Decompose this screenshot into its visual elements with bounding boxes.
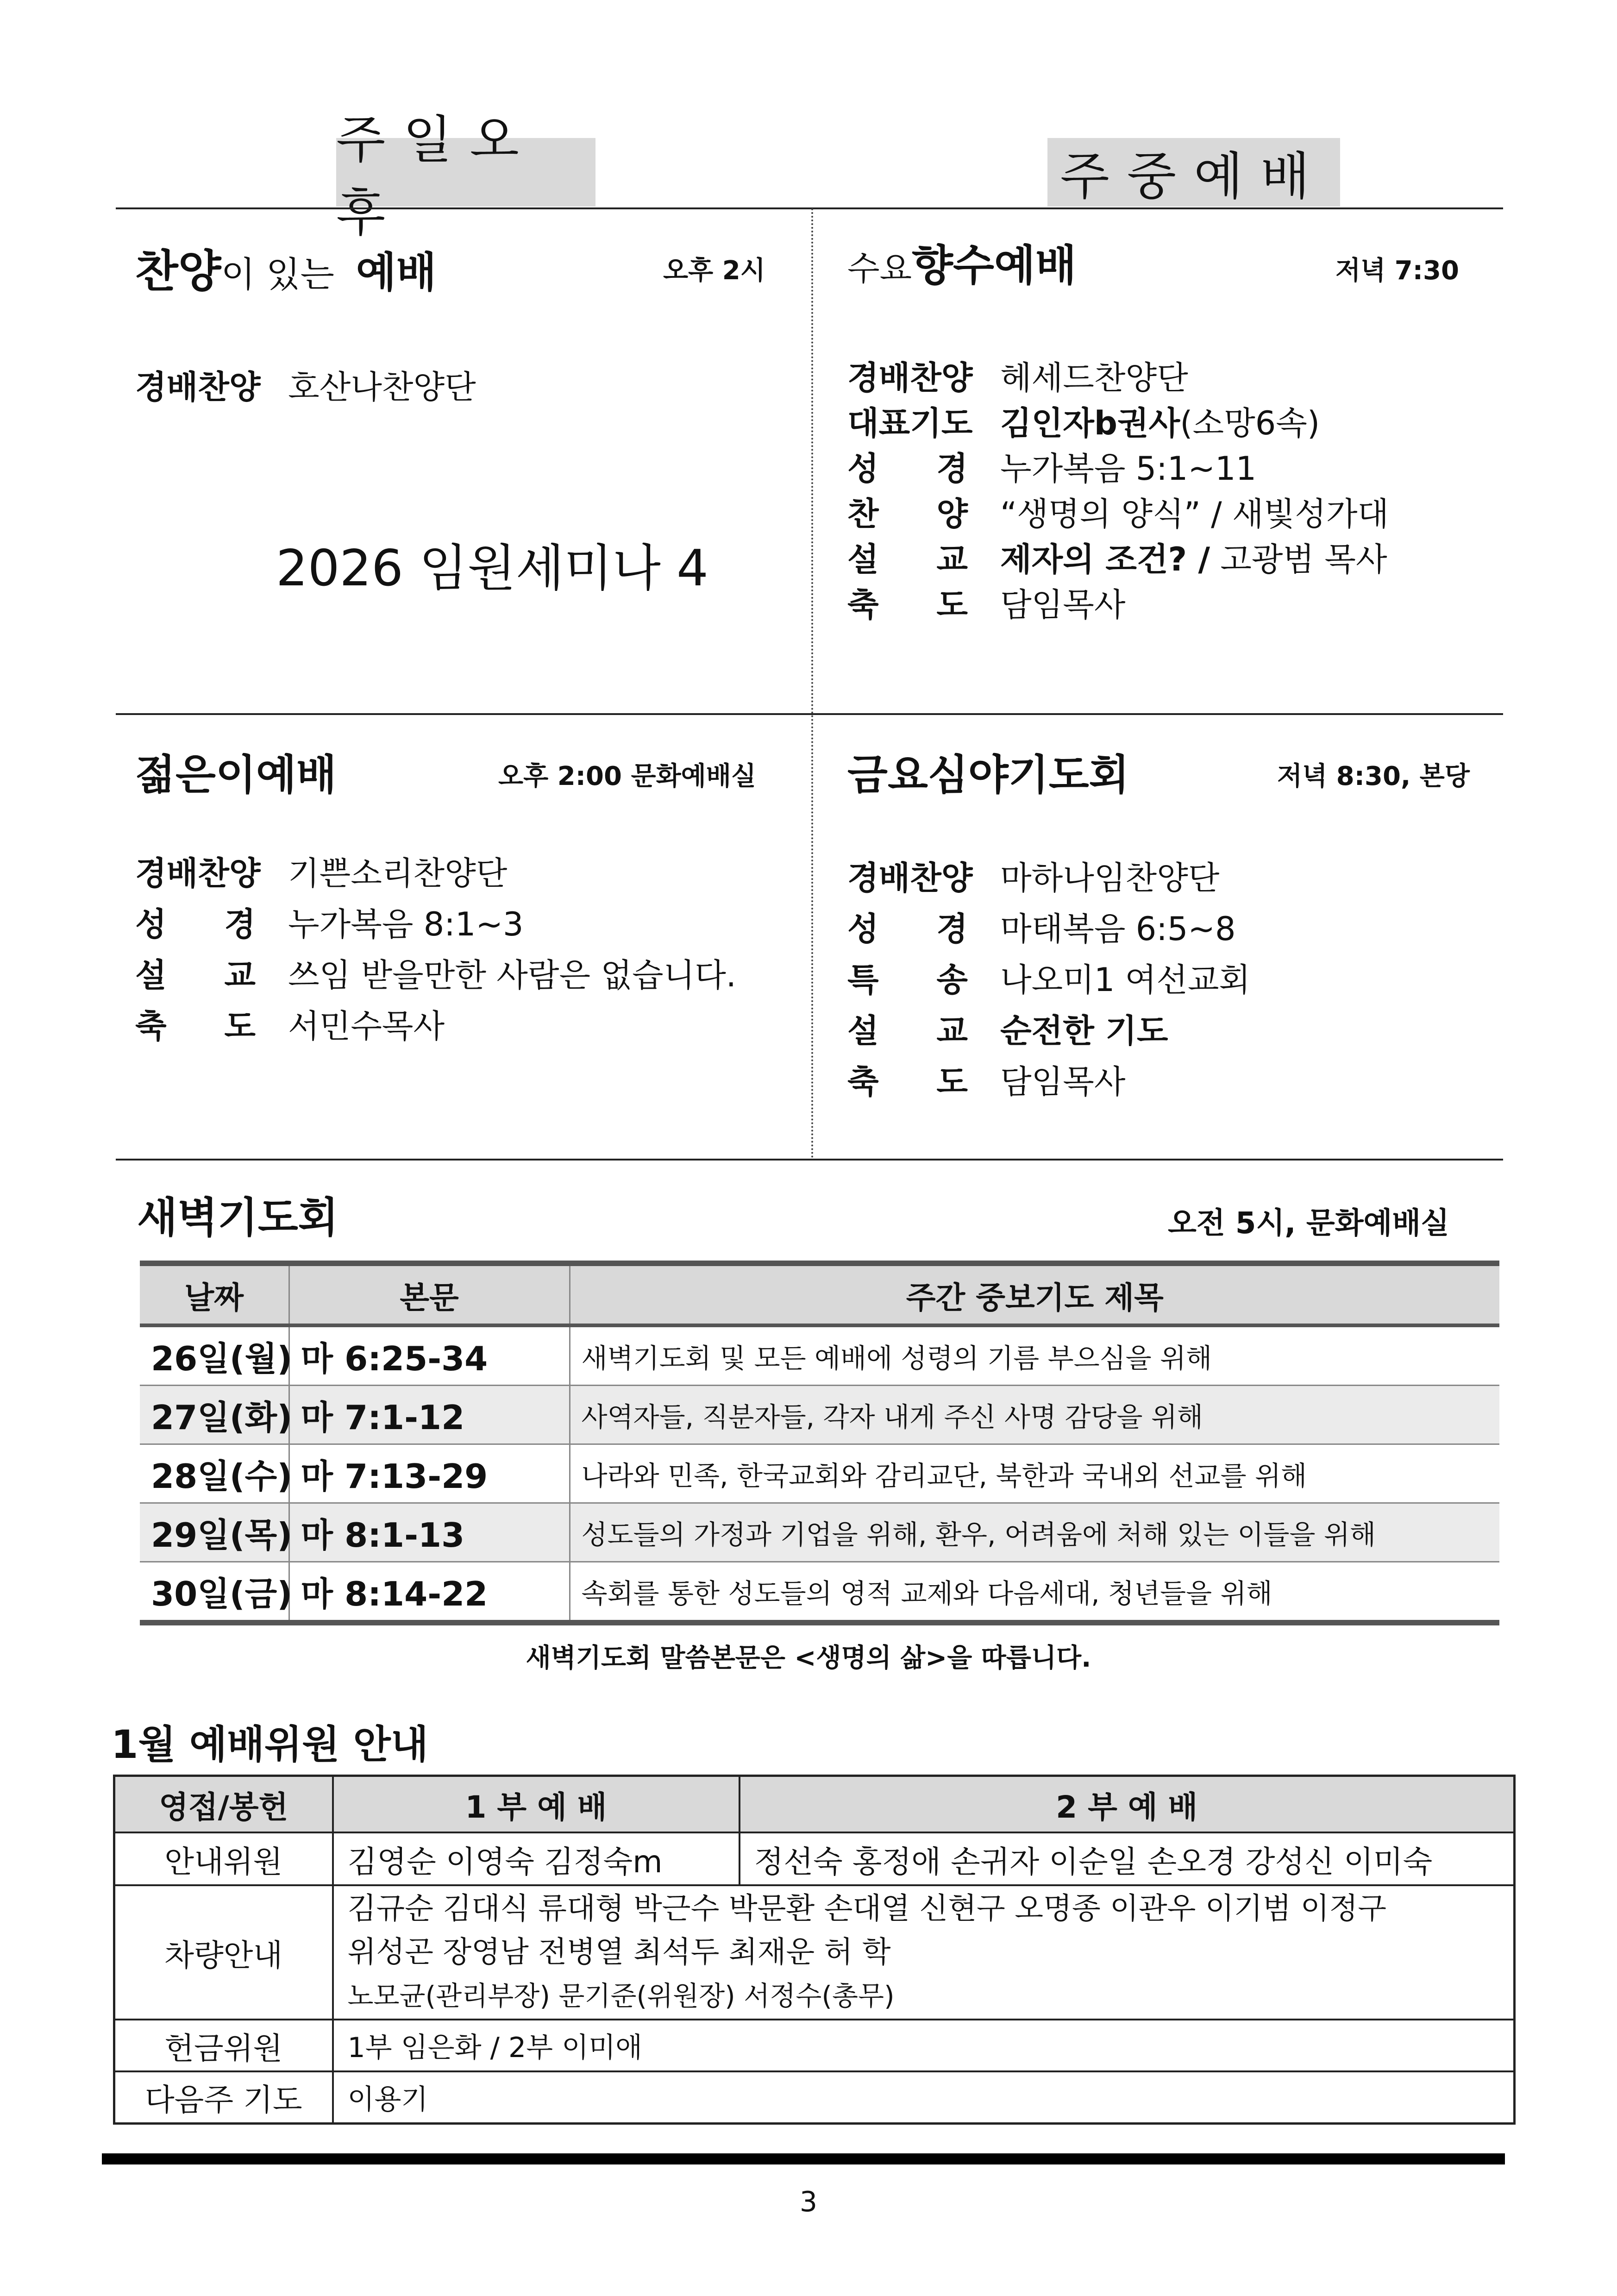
bottom-divider xyxy=(116,1159,1503,1161)
youth-row xyxy=(135,1000,445,1047)
tab-sunday-afternoon-label: 주일오후 xyxy=(336,110,537,243)
dawn-prayer: 사역자들, 직분자들, 각자 내게 주신 사명 감당을 위해 xyxy=(570,1386,1499,1444)
row-label xyxy=(135,898,256,945)
parking-line: 위성곤 장영남 전병열 최석두 최재운 허 학 xyxy=(347,1935,891,1970)
parking-label: 차량안내 xyxy=(114,1885,333,2020)
parking-line: 노모균(관리부장) 문기준(위원장) 서정수(총무) xyxy=(347,1980,895,2012)
page-number: 3 xyxy=(799,2186,818,2218)
row-label-a: 설 xyxy=(135,956,167,994)
servers-title: 1월 예배위원 안내 xyxy=(111,1722,428,1767)
row-label xyxy=(847,443,968,489)
row-value-rest: (소망6속) xyxy=(1180,404,1320,442)
tab-weekday-worship xyxy=(1047,138,1340,207)
row-label-b: 교 xyxy=(936,540,968,578)
sunday-praise-title-c: 예배 xyxy=(356,248,437,297)
row-value: 마하나임찬양단 xyxy=(1000,859,1220,897)
dawn-header-date: 날짜 xyxy=(140,1263,289,1325)
row-label xyxy=(847,488,968,535)
servers-header-row xyxy=(114,1776,1515,1833)
row-value: 누가복음 5:1~11 xyxy=(1000,450,1257,488)
dawn-ref: 마 6:25-34 xyxy=(289,1325,570,1386)
dawn-time: 오전 5시, 문화예배실 xyxy=(1168,1206,1449,1241)
table-row xyxy=(114,1885,1515,2020)
ushers-second: 정선숙 홍정애 손귀자 이순일 손오경 강성신 이미숙 xyxy=(740,1832,1515,1885)
friday-row xyxy=(847,903,1236,950)
row-label: 경배찬양 xyxy=(135,854,261,892)
wednesday-title-a: 수요 xyxy=(847,249,912,288)
row-value xyxy=(1000,397,1320,444)
dawn-day: 28일(수) xyxy=(140,1444,289,1503)
dawn-header-row xyxy=(140,1263,1499,1325)
dawn-header-passage: 본문 xyxy=(289,1263,570,1325)
dawn-ref: 마 7:1-12 xyxy=(289,1386,570,1444)
youth-title: 젊은이예배 xyxy=(135,751,337,799)
row-value: 나오미1 여선교회 xyxy=(1000,961,1251,999)
table-row xyxy=(114,2020,1515,2071)
table-row xyxy=(140,1503,1499,1562)
table-row xyxy=(140,1562,1499,1623)
row-label-b: 도 xyxy=(936,586,968,624)
parking-names xyxy=(333,1885,1515,2020)
row-value: 서민수목사 xyxy=(288,1007,445,1045)
row-label-b: 송 xyxy=(936,961,968,999)
row-value: 쓰임 받을만한 사람은 없습니다. xyxy=(288,956,737,994)
row-value: 누가복음 8:1~3 xyxy=(288,905,524,943)
row-label-b: 교 xyxy=(224,956,256,994)
wednesday-title-b: 향수예배 xyxy=(912,241,1077,290)
row-label: 경배찬양 xyxy=(847,359,973,397)
row-label: 경배찬양 xyxy=(135,368,261,406)
wednesday-row xyxy=(847,579,1125,626)
offering-value: 1부 임은화 / 2부 이미애 xyxy=(333,2020,1515,2071)
row-value: 담임목사 xyxy=(1000,586,1126,624)
dawn-title: 새벽기도회 xyxy=(137,1193,338,1242)
row-label-a: 성 xyxy=(847,450,879,488)
next-prayer-label: 다음주 기도 xyxy=(114,2071,333,2123)
dawn-prayer: 속회를 통한 성도들의 영적 교제와 다음세대, 청년들을 위해 xyxy=(581,1578,1272,1609)
dawn-ref: 마 8:1-13 xyxy=(289,1503,570,1562)
friday-row xyxy=(847,852,1219,899)
sunday-praise-row xyxy=(135,361,476,408)
sunday-praise-time: 오후 2시 xyxy=(663,256,765,286)
row-value xyxy=(1000,533,1387,580)
row-value-bold: 제자의 조건? / xyxy=(1000,540,1210,578)
offering-label: 헌금위원 xyxy=(114,2020,333,2071)
sunday-praise-title-b: 이 있는 xyxy=(221,254,334,295)
youth-row xyxy=(135,847,507,894)
wednesday-row xyxy=(847,443,1256,489)
ushers-first: 김영순 이영숙 김정숙m xyxy=(333,1832,740,1885)
table-row xyxy=(114,1832,1515,1885)
row-label-b: 경 xyxy=(936,450,968,488)
servers-table xyxy=(113,1775,1516,2125)
row-label xyxy=(847,533,968,580)
dawn-table xyxy=(140,1261,1499,1625)
row-label-a: 성 xyxy=(135,905,167,943)
row-label-a: 설 xyxy=(847,1012,879,1050)
dawn-day: 26일(월) xyxy=(140,1325,289,1386)
row-value: 순전한 기도 xyxy=(1000,1012,1168,1050)
row-label-a: 성 xyxy=(847,910,879,948)
row-value-rest: 고광범 목사 xyxy=(1210,540,1387,578)
friday-row xyxy=(847,954,1250,1001)
row-label-a: 축 xyxy=(847,586,879,624)
youth-row xyxy=(135,949,736,996)
row-label xyxy=(847,579,968,626)
row-value: “생명의 양식” / 새빛성가대 xyxy=(1000,495,1389,533)
wednesday-row xyxy=(847,397,1320,444)
column-divider xyxy=(811,208,813,1159)
dawn-day: 29일(목) xyxy=(140,1503,289,1562)
row-label: 경배찬양 xyxy=(847,859,973,897)
dawn-ref: 마 7:13-29 xyxy=(289,1444,570,1503)
sunday-praise-title-a: 찬양 xyxy=(135,245,221,297)
row-value-bold: 김인자b권사 xyxy=(1000,404,1180,442)
dawn-ref: 마 8:14-22 xyxy=(289,1562,570,1623)
middle-divider xyxy=(116,713,1503,715)
wednesday-row xyxy=(847,488,1389,535)
dawn-prayer: 성도들의 가정과 기업을 위해, 환우, 어려움에 처해 있는 이들을 위해 xyxy=(570,1503,1499,1562)
row-label-b: 경 xyxy=(224,905,256,943)
row-value: 호산나찬양단 xyxy=(288,368,476,406)
youth-row xyxy=(135,898,524,945)
table-row xyxy=(140,1386,1499,1444)
row-label xyxy=(847,1005,968,1052)
table-row xyxy=(140,1325,1499,1386)
wednesday-row xyxy=(847,352,1188,399)
row-label xyxy=(135,949,256,996)
friday-row xyxy=(847,1005,1168,1052)
wednesday-time: 저녁 7:30 xyxy=(1335,256,1459,286)
top-divider xyxy=(116,207,1503,209)
servers-header-role: 영접/봉헌 xyxy=(114,1776,333,1833)
row-label xyxy=(847,1056,968,1103)
table-row xyxy=(114,2071,1515,2123)
row-label-b: 양 xyxy=(936,495,968,533)
row-value: 담임목사 xyxy=(1000,1063,1126,1101)
seminar-text: 2026 임원세미나 4 xyxy=(276,539,708,597)
tab-sunday-afternoon xyxy=(336,110,595,243)
dawn-header-prayer: 주간 중보기도 제목 xyxy=(570,1263,1499,1325)
row-value: 마태복음 6:5~8 xyxy=(1000,910,1236,948)
row-label-a: 축 xyxy=(135,1007,167,1045)
row-value: 기쁜소리찬양단 xyxy=(288,854,508,892)
footer-bar xyxy=(102,2153,1505,2164)
row-label-a: 특 xyxy=(847,961,879,999)
row-label-a: 축 xyxy=(847,1063,879,1101)
dawn-prayer: 나라와 민족, 한국교회와 감리교단, 북한과 국내외 선교를 위해 xyxy=(581,1460,1307,1492)
youth-time: 오후 2:00 문화예배실 xyxy=(498,761,756,791)
servers-header-first: 1 부 예 배 xyxy=(333,1776,740,1833)
next-prayer-value: 이용기 xyxy=(333,2071,1515,2123)
dawn-day: 30일(금) xyxy=(140,1562,289,1623)
wednesday-title xyxy=(847,232,1077,293)
servers-header-second: 2 부 예 배 xyxy=(740,1776,1515,1833)
row-label-b: 도 xyxy=(224,1007,256,1045)
dawn-day: 27일(화) xyxy=(140,1386,289,1444)
row-label xyxy=(135,1000,256,1047)
row-label xyxy=(847,954,968,1001)
row-label-b: 경 xyxy=(936,910,968,948)
dawn-note: 새벽기도회 말씀본문은 <생명의 삶>을 따릅니다. xyxy=(526,1643,1091,1673)
row-value: 헤세드찬양단 xyxy=(1000,359,1188,397)
sunday-praise-title xyxy=(135,236,436,300)
friday-title: 금요심야기도회 xyxy=(847,751,1129,799)
parking-line: 김규순 김대식 류대형 박근수 박문환 손대열 신현구 오명종 이관우 이기범 이정구 xyxy=(347,1892,1387,1926)
friday-time: 저녁 8:30, 본당 xyxy=(1277,761,1470,791)
friday-row xyxy=(847,1056,1125,1103)
row-label xyxy=(847,903,968,950)
tab-weekday-worship-label: 주중예배 xyxy=(1060,147,1328,206)
row-label: 대표기도 xyxy=(847,404,973,442)
table-row xyxy=(140,1444,1499,1503)
row-label-a: 찬 xyxy=(847,495,879,533)
dawn-prayer: 새벽기도회 및 모든 예배에 성령의 기름 부으심을 위해 xyxy=(581,1342,1212,1374)
wednesday-row xyxy=(847,533,1387,580)
row-label-b: 도 xyxy=(936,1063,968,1101)
row-label-a: 설 xyxy=(847,540,879,578)
ushers-label: 안내위원 xyxy=(114,1832,333,1885)
row-label-b: 교 xyxy=(936,1012,968,1050)
